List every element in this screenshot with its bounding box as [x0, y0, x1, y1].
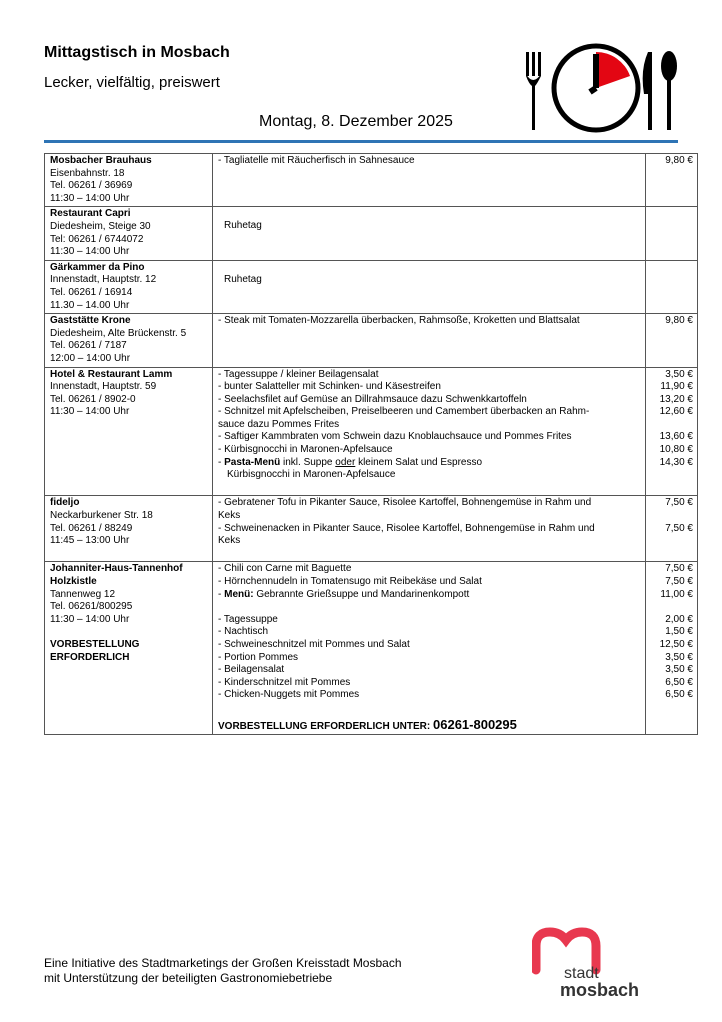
footer-text: [44, 956, 402, 986]
restaurant-address: Neckarburkener Str. 18: [50, 510, 153, 522]
dish-item: - Saftiger Kammbraten vom Schwein dazu Knoblauchsauce und Pommes Frites: [218, 431, 572, 443]
restaurant-name: Hotel & Restaurant Lamm: [50, 368, 173, 380]
menu-label: Menü:: [224, 588, 254, 600]
dish-price: 2,00 €: [665, 613, 693, 625]
dish-item: - Tagessuppe: [218, 613, 278, 625]
dishes-cell: [213, 154, 646, 207]
price-cell: [646, 260, 698, 313]
table-row: [45, 496, 698, 562]
preorder-warning: ERFORDERLICH: [50, 651, 130, 663]
dash: -: [218, 456, 225, 468]
table-row: [45, 260, 698, 313]
restaurant-hours: 11:30 – 14:00 Uhr: [50, 613, 130, 625]
restaurant-cell: [45, 207, 213, 260]
restaurant-name: Gärkammer da Pino: [50, 261, 145, 273]
restaurant-hours: 11.30 – 14.00 Uhr: [50, 299, 130, 311]
stadt-mosbach-logo: [532, 926, 652, 1004]
dish-price: 3,50 €: [665, 651, 693, 663]
dish-item: - Beilagensalat: [218, 664, 285, 676]
dish-item: - Schweineschnitzel mit Pommes und Salat: [218, 638, 410, 650]
table-row: [45, 367, 698, 496]
dish-item-continued: Kürbisgnocchi in Maronen-Apfelsauce: [227, 469, 396, 481]
restaurant-hours: 11:30 – 14:00 Uhr: [50, 406, 130, 418]
dish-price: 3,50 €: [665, 664, 693, 676]
dish-price: 13,60 €: [659, 431, 693, 443]
price-cell: [646, 154, 698, 207]
dishes-cell: [213, 496, 646, 562]
dish-price: 7,50 €: [665, 576, 693, 587]
restaurant-address: Diedesheim, Steige 30: [50, 220, 151, 232]
pasta-menu-label: Pasta-Menü: [224, 456, 281, 468]
menu-table: [44, 153, 698, 735]
table-row: [45, 154, 698, 207]
restaurant-phone: Tel. 06261/800295: [50, 601, 133, 613]
restaurant-cell: [45, 154, 213, 207]
dish-price: 10,80 €: [659, 444, 693, 456]
closed-note: Ruhetag: [224, 273, 262, 285]
dish-item-continued: sauce dazu Pommes Frites: [218, 418, 340, 430]
dish-item: - Nachtisch: [218, 626, 269, 638]
dash: -: [218, 588, 225, 600]
price-cell: [646, 367, 698, 496]
dish-item: - Steak mit Tomaten-Mozzarella überbacken, Rahmsoße, Kroketten und Blattsalat: [218, 315, 580, 327]
price-cell: [646, 562, 698, 735]
price-cell: [646, 314, 698, 367]
dish-price: 1,50 €: [665, 626, 693, 638]
dishes-cell: [213, 314, 646, 367]
restaurant-cell: [45, 562, 213, 735]
restaurant-address: Tannenweg 12: [50, 588, 116, 600]
pasta-menu-text-end: kleinem Salat und Espresso: [355, 456, 483, 468]
restaurant-phone: Tel. 06261 / 8902-0: [50, 393, 136, 405]
footer-line: Eine Initiative des Stadtmarketings der Großen Kreisstadt Mosbach: [44, 956, 402, 970]
table-row: [45, 314, 698, 367]
restaurant-phone: Tel. 06261 / 36969: [50, 180, 133, 192]
table-row: [45, 562, 698, 735]
footer-line: mit Unterstützung der beteiligten Gastronomiebetriebe: [44, 971, 333, 985]
dish-price: 3,50 €: [665, 368, 693, 380]
dish-price: 14,30 €: [659, 456, 693, 468]
pasta-menu-text: inkl. Suppe: [280, 456, 336, 468]
dish-item: - Chili con Carne mit Baguette: [218, 563, 352, 575]
dish-item: - Hörnchennudeln in Tomatensugo mit Reibekäse und Salat: [218, 576, 482, 587]
dish-price: 11,90 €: [660, 381, 693, 393]
menu-item: [218, 589, 641, 602]
restaurant-cell: [45, 367, 213, 496]
dish-item: - Kürbisgnocchi in Maronen-Apfelsauce: [218, 444, 393, 456]
dish-item: - Chicken-Nuggets mit Pommes: [218, 689, 360, 701]
dish-item-continued: Keks: [218, 535, 241, 547]
restaurant-cell: [45, 496, 213, 562]
dish-item: - bunter Salatteller mit Schinken- und Käsestreifen: [218, 381, 441, 393]
page-subtitle: Lecker, vielfältig, preiswert: [44, 74, 220, 91]
preorder-warning: VORBESTELLUNG: [50, 638, 140, 650]
pasta-menu-item: [218, 457, 641, 470]
header-rule: [44, 140, 678, 143]
pasta-menu-or: oder: [335, 456, 356, 468]
restaurant-phone: Tel. 06261 / 7187: [50, 340, 127, 352]
restaurant-phone: Tel. 06261 / 88249: [50, 522, 133, 534]
dish-price: 11,00 €: [660, 588, 693, 600]
restaurant-cell: [45, 314, 213, 367]
restaurant-address: Innenstadt, Hauptstr. 59: [50, 381, 157, 393]
dishes-cell: [213, 367, 646, 496]
restaurant-hours: 12:00 – 14:00 Uhr: [50, 352, 131, 364]
dish-item: - Schnitzel mit Apfelscheiben, Preiselbeeren und Camembert überbacken an Rahm-: [218, 406, 590, 418]
preorder-label: VORBESTELLUNG ERFORDERLICH UNTER:: [218, 720, 433, 732]
logo-text-bottom: mosbach: [560, 980, 640, 1000]
dish-price: 7,50 €: [665, 522, 693, 534]
dish-item: - Gebratener Tofu in Pikanter Sauce, Risolee Kartoffel, Bohnengemüse in Rahm und: [218, 497, 592, 509]
restaurant-hours: 11:45 – 13:00 Uhr: [50, 535, 130, 547]
dish-price: 6,50 €: [665, 689, 693, 701]
restaurant-name: Johanniter-Haus-Tannenhof: [50, 563, 183, 575]
preorder-line: [218, 715, 641, 734]
restaurant-phone: Tel. 06261 / 16914: [50, 286, 133, 298]
restaurant-name: Mosbacher Brauhaus: [50, 155, 152, 166]
dish-item: - Tagliatelle mit Räucherfisch in Sahnesauce: [218, 155, 415, 166]
table-row: [45, 207, 698, 260]
dish-price: 9,80 €: [665, 315, 693, 327]
restaurant-name: Gaststätte Krone: [50, 315, 131, 327]
page-title: Mittagstisch in Mosbach: [44, 44, 230, 61]
dish-item: - Kinderschnitzel mit Pommes: [218, 676, 351, 688]
menu-date: Montag, 8. Dezember 2025: [259, 113, 453, 130]
dish-item-continued: Keks: [218, 510, 241, 522]
dish-price: 13,20 €: [659, 393, 693, 405]
dish-price: 7,50 €: [665, 497, 693, 509]
dish-price: 9,80 €: [665, 155, 693, 166]
dish-item: - Portion Pommes: [218, 651, 299, 663]
dish-price: 12,60 €: [659, 406, 693, 418]
clock-cutlery-icon: [524, 40, 684, 136]
dish-price: 12,50 €: [659, 638, 693, 650]
dishes-cell: [213, 562, 646, 735]
restaurant-phone: Tel: 06261 / 6744072: [50, 233, 144, 245]
price-cell: [646, 207, 698, 260]
preorder-phone: 06261-800295: [433, 716, 517, 732]
dish-item: - Seelachsfilet auf Gemüse an Dillrahmsauce dazu Schwenkkartoffeln: [218, 393, 527, 405]
restaurant-address: Eisenbahnstr. 18: [50, 167, 125, 179]
closed-note: Ruhetag: [224, 220, 262, 232]
restaurant-hours: 11:30 – 14:00 Uhr: [50, 246, 130, 258]
dish-price: 7,50 €: [665, 563, 693, 575]
restaurant-cell: [45, 260, 213, 313]
restaurant-name-2: Holzkistle: [50, 576, 97, 587]
restaurant-name: Restaurant Capri: [50, 208, 131, 220]
restaurant-address: Innenstadt, Hauptstr. 12: [50, 274, 157, 286]
restaurant-hours: 11:30 – 14:00 Uhr: [50, 192, 130, 204]
dishes-cell: [213, 207, 646, 260]
logo-text-top: stadt: [564, 965, 599, 982]
dish-price: 6,50 €: [665, 676, 693, 688]
dish-item: - Tagessuppe / kleiner Beilagensalat: [218, 368, 379, 380]
restaurant-address: Diedesheim, Alte Brückenstr. 5: [50, 327, 187, 339]
dishes-cell: [213, 260, 646, 313]
price-cell: [646, 496, 698, 562]
dish-item: - Schweinenacken in Pikanter Sauce, Risolee Kartoffel, Bohnengemüse in Rahm und: [218, 522, 595, 534]
menu-text: Gebrannte Grießsuppe und Mandarinenkompott: [253, 588, 470, 600]
restaurant-name: fideljo: [50, 497, 80, 509]
